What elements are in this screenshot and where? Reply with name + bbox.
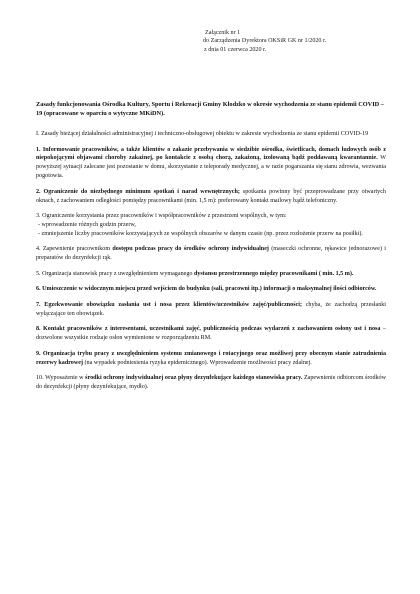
rule-4 [36,245,386,263]
rule-1 [36,146,386,182]
rule-10-bold: środki ochrony indywidualnej oraz płyny dezynfekujące każdego stanowiska pracy. [85,375,303,382]
rule-3-bullet-1: - wprowadzenie różnych godzin przerw, [38,222,136,229]
rule-5-bold: dystansu przestrzennego między pracownikami ( min. 1,5 m). [193,270,354,277]
rule-3 [36,212,386,239]
rule-10-pre: 10. Wyposażenie w [36,375,86,382]
rule-5-pre: 5. Organizacja stanowisk pracy z uwzględnieniem wymaganego [36,270,194,277]
rule-4-text: (maseczki ochronne, rękawice jednorazowe) i preparatów do dezynfekcji rąk. [36,246,386,262]
attachment-header [203,29,326,54]
rule-3-bullet-2: - zmniejszenie liczby pracowników korzystających ze wspólnych obszarów w danym czasie (np. przez rozłożenie przerw na posiłki). [38,230,363,237]
rule-4-bold: dostępu podczas pracy do środków ochrony indywidualnej [112,246,269,253]
rule-2 [36,188,386,206]
rule-9 [36,350,386,368]
attachment-line-2: do Zarządzenia Dyrektora OKSiR GK nr 1/2020 r. [203,38,327,45]
rule-2-text: spotkania powinny być przeprowadzane przy otwartych oknach, z zachowaniem odległości pomiędzy pracownikami (min. 1,5 m): preferowany kontakt mailowy bądź telefoniczny. [36,188,386,204]
intro-paragraph: I. Zasady bieżącej działalności administracyjnej i techniczno-obsługowej obiektu w zakresie wychodzenia ze stanu epidemii COVID-19 [36,131,369,137]
rule-7-text: chyba, że zachodzą przesłanki wyłączające ten obowiązek. [36,301,386,317]
attachment-line-3: z dnia 01 czerwca 2020 r. [204,46,267,53]
rule-9-text: (na wypadek podniesienia ryzyka epidemicznego). Wprowadzenie możliwości pracy zdalnej. [83,359,312,366]
rule-1-bold: 1. Informowanie pracowników, a także klientów o zakazie przebywania w siedzibie ośrodka, świetlicach, domach ludowych osób z niepokojącymi objawami choroby zakaźnej, po kontakcie z osobą chorą, zakażoną, izolowaną bądź poddawaną kwarantannie. [36,146,386,162]
document-title: Zasady funkcjonowania Ośrodka Kultury, Sportu i Rekreacji Gminy Kłodzko w okresie wychodzenia ze stanu epidemii COVID – 19 (opracowane w oparciu o wytyczne MKiDN). [36,101,384,117]
rule-5 [36,270,386,279]
rule-8 [36,325,386,343]
rule-9-bold: 9. Organizacja trybu pracy z uwzględnieniem systemu zmianowego i rotacyjnego oraz możliwej przy obecnym stanie zatrudnienia rezerwy kadrowej [36,350,386,366]
rule-8-text: – dozwolone wszystkie rodzaje osłon wymienione w rozporządzeniu RM. [36,326,386,342]
rule-1-text: W powyższej sytuacji zalecane jest pozostanie w domu, skorzystanie z teleporady medycznej, a w razie pogarszania się stanu zdrowia, wezwania pogotowia. [36,155,386,180]
attachment-line-1: Załącznik nr 1 [205,30,241,36]
rule-4-pre: 4. Zapewnienie pracownikom [36,246,113,253]
rule-6 [36,285,386,294]
rule-3-text: 3. Ograniczenie korzystania przez pracowników i współpracowników z przestrzeni wspólnych, w tym: [36,213,287,220]
rule-7 [36,301,386,319]
rule-6-bold: 6. Umieszczenie w widocznym miejscu przed wejściem do budynku (sali, pracowni itp.) informacji o maksymalnej ilości odbiorców. [36,286,377,293]
rule-2-bold: 2. Ograniczenie do niezbędnego minimum spotkań i narad wewnętrznych; [36,188,240,195]
rule-7-bold: 7. Egzekwowanie obowiązku zasłania ust i nosa przez klientów/uczestników zajęć/publiczności; [36,301,303,308]
document-body [36,130,386,398]
rule-10-text: Zapewnienie odbiorcom środków do dezynfekcji (płyny dezynfekujące, mydło). [36,375,386,390]
rule-8-bold: 8. Kontakt pracowników z interesentami, uczestnikami zajęć, publicznością podczas wydarzeń z zachowaniem osłony ust i nosa [36,326,381,333]
rule-10 [36,374,386,392]
